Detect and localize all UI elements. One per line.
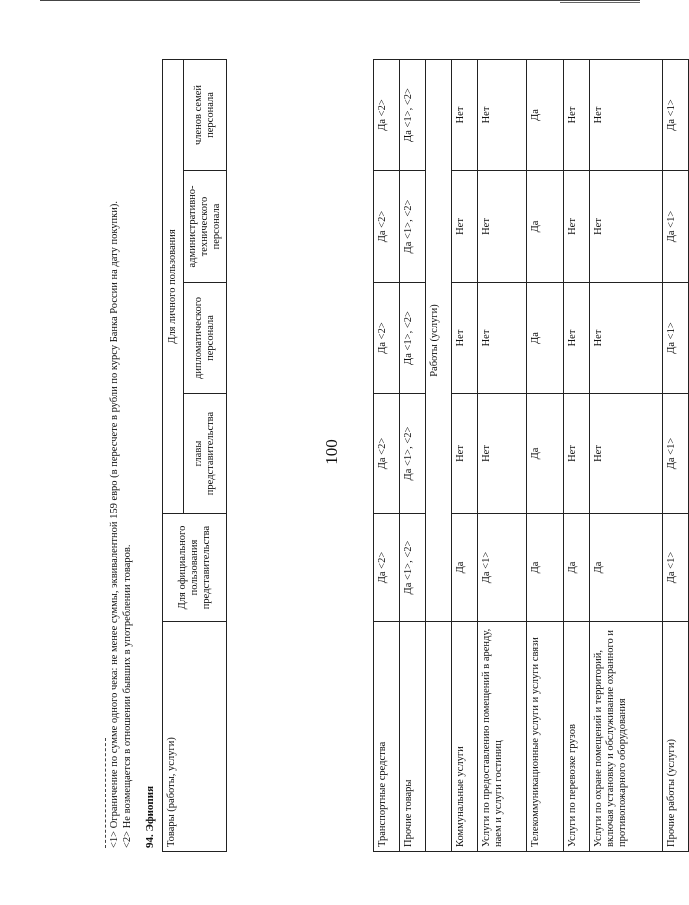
table-row (478, 60, 527, 852)
cell: Нет (452, 283, 478, 394)
row-label: Услуги по перевозке грузов (564, 622, 590, 852)
scan-edge-line-2 (560, 2, 640, 3)
cell (426, 622, 452, 852)
section-row (426, 60, 452, 852)
column-header: Товары (работы, услуги) (163, 622, 227, 852)
cell: Нет (452, 171, 478, 283)
table-row (527, 60, 564, 852)
page-number: 100 (322, 439, 341, 465)
cell: Да (564, 514, 590, 622)
cell: Нет (590, 171, 663, 283)
cell: Да <2> (374, 171, 400, 283)
row-label: Услуги по охране помещений и территорий, включая установку и обслуживание охранного и противопожарного оборудования (590, 622, 663, 852)
cell: Да <2> (374, 514, 400, 622)
goods-services-table (373, 59, 689, 852)
column-header: административно-технического персонала (184, 171, 227, 283)
section-heading: 94. Эфиопия (144, 785, 156, 848)
cell: Да (590, 514, 663, 622)
cell: Нет (478, 394, 527, 514)
cell: Да (527, 283, 564, 394)
cell: Да <1>, <2> (400, 60, 426, 171)
cell: Да <2> (374, 283, 400, 394)
cell: Нет (478, 171, 527, 283)
cell: Да <2> (374, 60, 400, 171)
cell: Да <1> (663, 283, 689, 394)
column-header: главы представительства (184, 394, 227, 514)
cell: Да <1>, <2> (400, 514, 426, 622)
cell: Да (452, 514, 478, 622)
row-label: Прочие товары (400, 622, 426, 852)
table-row (374, 60, 400, 852)
table-row (564, 60, 590, 852)
cell: Нет (564, 171, 590, 283)
row-label: Коммунальные услуги (452, 622, 478, 852)
row-label: Телекоммуникационные услуги и услуги связи (527, 622, 564, 852)
section-title: Работы (услуги) (426, 60, 452, 622)
cell: Нет (478, 60, 527, 171)
cell: Да <1>, <2> (400, 171, 426, 283)
table-row (590, 60, 663, 852)
cell: Да (527, 394, 564, 514)
cell: Да (527, 514, 564, 622)
rotated-content (20, 32, 677, 872)
column-header: Для официального пользования представительства (163, 514, 227, 622)
column-header: членов семей персонала (184, 60, 227, 171)
scan-edge-line (40, 0, 640, 1)
cell: Да <1> (663, 514, 689, 622)
footnote-2: <2> Не возмещается в отношении бывших в употреблении товаров. (122, 544, 133, 848)
footnote-separator (105, 738, 106, 848)
cell: Нет (452, 394, 478, 514)
cell: Нет (590, 283, 663, 394)
column-header: дипломатического персонала (184, 283, 227, 394)
table-row (452, 60, 478, 852)
cell: Да <1> (663, 60, 689, 171)
row-label: Прочие работы (услуги) (663, 622, 689, 852)
row-label: Услуги по предоставлению помещений в аренду, наем и услуги гостиниц (478, 622, 527, 852)
cell: Нет (564, 394, 590, 514)
cell: Нет (478, 283, 527, 394)
ethiopia-table (162, 59, 227, 852)
table-row (663, 60, 689, 852)
cell: Да <1>, <2> (400, 283, 426, 394)
cell: Нет (564, 60, 590, 171)
cell: Да (527, 60, 564, 171)
row-label: Транспортные средства (374, 622, 400, 852)
footnote-1: <1> Ограничение по сумме одного чека: не менее суммы, эквивалентной 159 евро (в пересчете в рубли по курсу Банка России на дату покупки). (109, 200, 120, 848)
cell: Да <1>, <2> (400, 394, 426, 514)
table-row (400, 60, 426, 852)
cell: Да <1> (663, 171, 689, 283)
cell: Да <1> (663, 394, 689, 514)
cell: Нет (590, 60, 663, 171)
cell: Да (527, 171, 564, 283)
table-header-row (163, 60, 184, 852)
cell: Да <1> (478, 514, 527, 622)
cell: Да <2> (374, 394, 400, 514)
column-header: Для личного пользования (163, 60, 184, 514)
cell: Нет (452, 60, 478, 171)
cell: Нет (564, 283, 590, 394)
cell: Нет (590, 394, 663, 514)
